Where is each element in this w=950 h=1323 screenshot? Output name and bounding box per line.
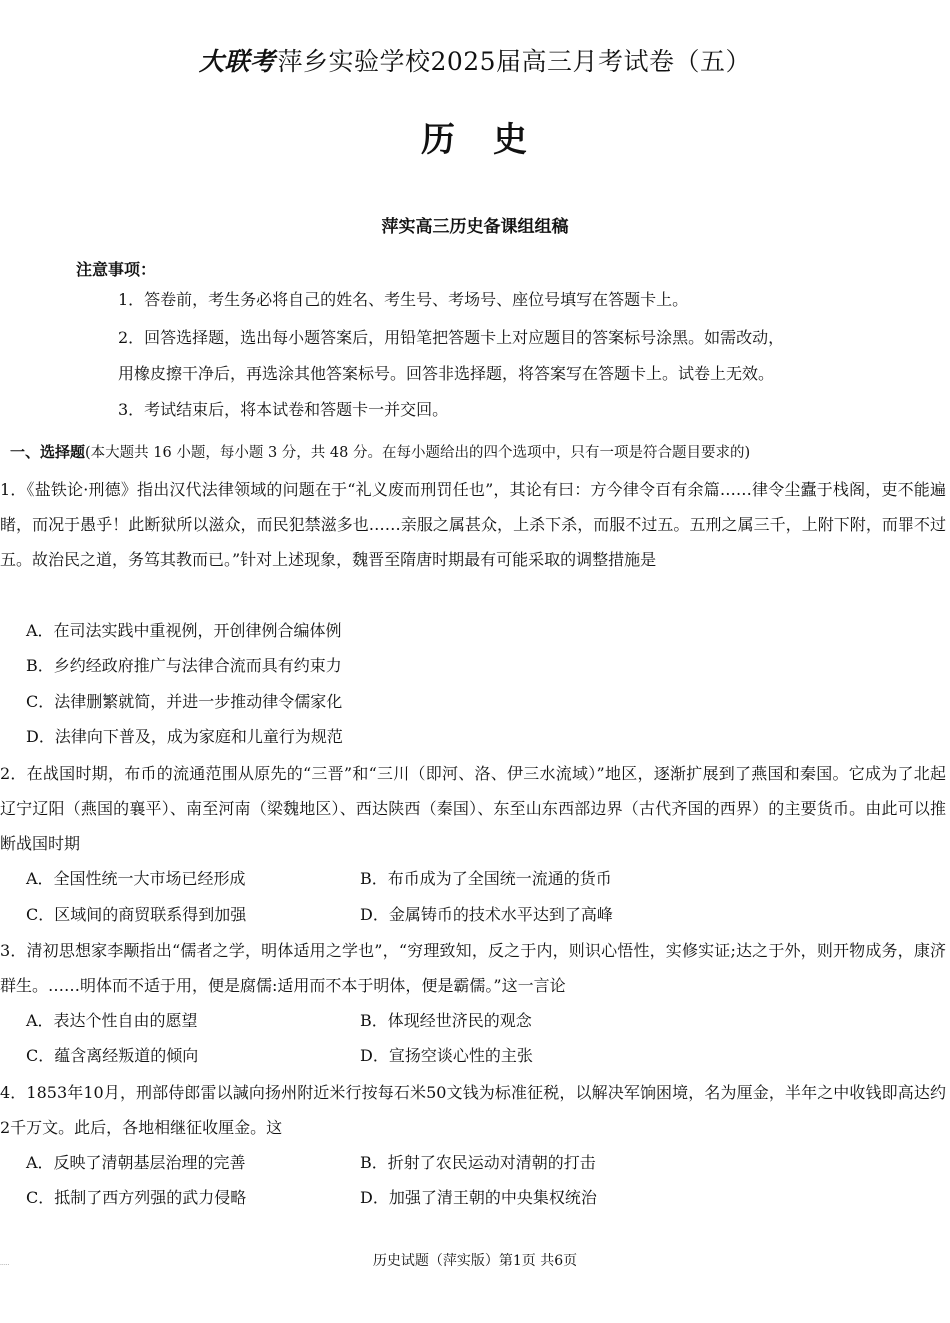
question-1-option-c[interactable]: C．法律删繁就简，并进一步推动律令儒家化 (26, 692, 343, 711)
notice-line: 用橡皮擦干净后，再选涂其他答案标号。回答非选择题，将答案写在答题卡上。试卷上无效。 (118, 364, 775, 383)
notice-line: 2．回答选择题，选出每小题答案后，用铅笔把答题卡上对应题目的答案标号涂黑。如需改动， (118, 328, 785, 347)
brand-label: 大联考 (198, 47, 276, 76)
question-2-option-b[interactable]: B．布币成为了全国统一流通的货币 (360, 869, 612, 888)
section-title: 一、选择题 (10, 443, 86, 461)
question-2-option-d[interactable]: D．金属铸币的技术水平达到了高峰 (360, 905, 613, 924)
page-footer: 历史试题（萍实版）第1页 共6页 (372, 1253, 578, 1269)
subject-char: 历 (421, 120, 457, 160)
question-1-option-d[interactable]: D．法律向下普及，成为家庭和儿童行为规范 (26, 727, 343, 746)
question-4-option-c[interactable]: C．抵制了西方列强的武力侵略 (26, 1188, 247, 1207)
question-3-option-b[interactable]: B．体现经世济民的观念 (360, 1011, 532, 1030)
question-stem-3: 3．清初思想家李颙指出“儒者之学，明体适用之学也”，“穷理致知，反之于内，则识心悟性，实修实证;达之于外，则开物成务，康济群生。……明体而不适于用，便是腐儒:适用而不本于明体，便是霸儒。”这一言论 (0, 941, 946, 995)
notice-line: 1．答卷前，考生务必将自己的姓名、考生号、考场号、座位号填写在答题卡上。 (118, 290, 689, 309)
question-stem-1: 1．《盐铁论·刑德》指出汉代法律领域的问题在于“礼义废而刑罚任也”，其论有曰：方今律令百有余篇……律令尘蠹于栈阁，吏不能遍睹，而况于愚乎！此断狱所以滋众，而民犯禁滋多也……亲服之属甚众，上杀下杀，而服不过五。五刑之属三千，上附下附，而罪不过五。故治民之道，务笃其教而已。”针对上述现象，魏晋至隋唐时期最有可能采取的调整措施是 (0, 480, 946, 569)
question-3-option-a[interactable]: A．表达个性自由的愿望 (26, 1011, 198, 1030)
exam-title-text: 萍乡实验学校2025届高三月考试卷（五） (277, 47, 752, 76)
question-2-option-c[interactable]: C．区域间的商贸联系得到加强 (26, 905, 247, 924)
question-1-option-a[interactable]: A．在司法实践中重视例，开创律例合编体例 (26, 621, 342, 640)
question-stem-4: 4．1853年10月，刑部侍郎雷以諴向扬州附近米行按每石米50文钱为标准征税，以解决军饷困境，名为厘金，半年之中收钱即高达约2千万文。此后，各地相继征收厘金。这 (0, 1083, 946, 1137)
exam-title (0, 42, 950, 78)
notice-heading: 注意事项： (76, 260, 157, 279)
question-1-option-b[interactable]: B．乡约经政府推广与法律合流而具有约束力 (26, 656, 342, 675)
author-line: 萍实高三历史备课组组稿 (381, 217, 569, 237)
margin-dots: ····· (0, 1262, 10, 1269)
question-4-option-b[interactable]: B．折射了农民运动对清朝的打击 (360, 1153, 596, 1172)
question-2-option-a[interactable]: A．全国性统一大市场已经形成 (26, 869, 246, 888)
section-instruction: (本大题共 16 小题，每小题 3 分，共 48 分。在每小题给出的四个选项中，只有一项是符合题目要求的) (85, 445, 751, 461)
subject-title (0, 112, 950, 161)
question-4-option-a[interactable]: A．反映了清朝基层治理的完善 (26, 1153, 246, 1172)
question-3-option-c[interactable]: C．蕴含离经叛道的倾向 (26, 1046, 199, 1065)
section-heading (10, 441, 945, 462)
notice-line: 3．考试结束后，将本试卷和答题卡一并交回。 (118, 400, 449, 419)
question-3-option-d[interactable]: D．宣扬空谈心性的主张 (360, 1046, 533, 1065)
question-stem-2: 2．在战国时期，布币的流通范围从原先的“三晋”和“三川（即河、洛、伊三水流域）”地区，逐渐扩展到了燕国和秦国。它成为了北起辽宁辽阳（燕国的襄平）、南至河南（梁魏地区）、西达陕西（秦国）、东至山东西部边界（古代齐国的西界）的主要货币。由此可以推断战国时期 (0, 764, 946, 853)
subject-char: 史 (493, 120, 529, 160)
question-4-option-d[interactable]: D．加强了清王朝的中央集权统治 (360, 1188, 597, 1207)
